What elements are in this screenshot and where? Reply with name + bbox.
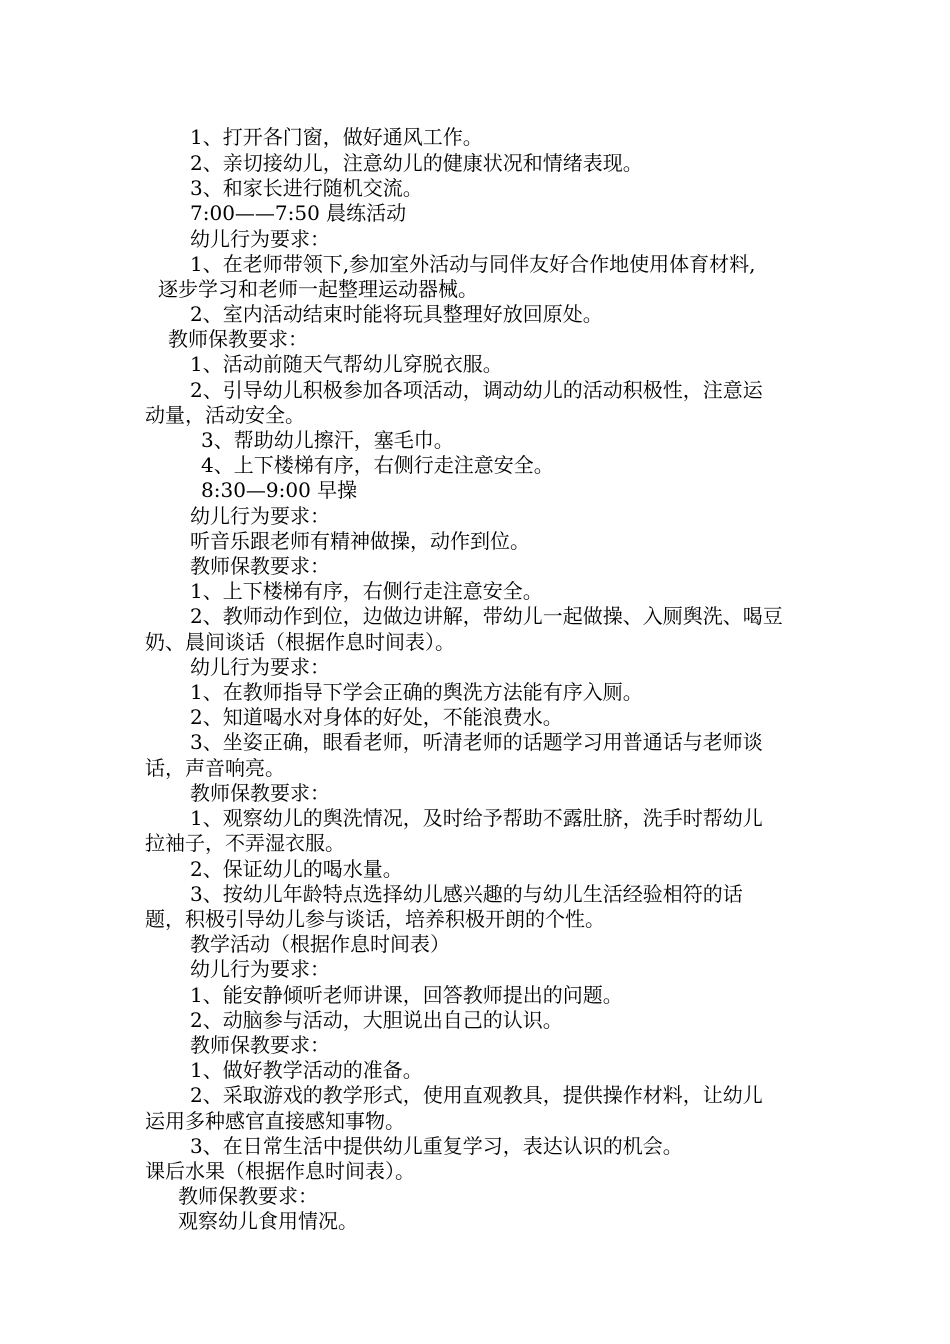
text-line: 教学活动（根据作息时间表） xyxy=(190,932,450,956)
text-line: 拉袖子，不弄湿衣服。 xyxy=(145,831,345,855)
text-line: 2、保证幼儿的喝水量。 xyxy=(190,857,403,881)
text-line: 4、上下楼梯有序，右侧行走注意安全。 xyxy=(201,453,554,477)
text-line: 教师保教要求： xyxy=(190,1033,330,1057)
text-line: 1、做好教学活动的准备。 xyxy=(190,1058,423,1082)
text-line: 听音乐跟老师有精神做操，动作到位。 xyxy=(190,529,530,553)
text-line: 教师保教要求： xyxy=(190,781,330,805)
text-line: 1、在教师指导下学会正确的舆洗方法能有序入厕。 xyxy=(190,680,643,704)
text-line: 8:30—9:00 早操 xyxy=(201,478,358,502)
text-line: 幼儿行为要求： xyxy=(190,504,330,528)
text-line: 观察幼儿食用情况。 xyxy=(178,1209,358,1233)
text-line: 1、能安静倾听老师讲课，回答教师提出的问题。 xyxy=(190,983,623,1007)
text-line: 幼儿行为要求： xyxy=(190,655,330,679)
text-line: 运用多种感官直接感知事物。 xyxy=(145,1109,405,1133)
text-line: 1、上下楼梯有序，右侧行走注意安全。 xyxy=(190,579,543,603)
text-line: 2、动脑参与活动，大胆说出自己的认识。 xyxy=(190,1008,563,1032)
text-line: 2、室内活动结束时能将玩具整理好放回原处。 xyxy=(190,302,603,326)
text-line: 幼儿行为要求： xyxy=(190,227,330,251)
text-line: 动量，活动安全。 xyxy=(145,403,305,427)
text-line: 教师保教要求： xyxy=(190,554,330,578)
text-line: 7:00——7:50 晨练活动 xyxy=(190,201,407,225)
text-line: 奶、晨间谈话（根据作息时间表）。 xyxy=(145,630,455,654)
text-line: 2、引导幼儿积极参加各项活动，调动幼儿的活动积极性，注意运 xyxy=(190,378,763,402)
text-line: 1、在老师带领下,参加室外活动与同伴友好合作地使用体育材料, xyxy=(190,252,756,276)
text-line: 1、活动前随天气帮幼儿穿脱衣服。 xyxy=(190,352,503,376)
text-line: 3、和家长进行随机交流。 xyxy=(190,176,423,200)
text-line: 教师保教要求： xyxy=(178,1184,318,1208)
text-line: 教师保教要求： xyxy=(168,327,308,351)
text-line: 2、教师动作到位，边做边讲解，带幼儿一起做操、入厕舆洗、喝豆 xyxy=(190,604,783,628)
text-line: 2、知道喝水对身体的好处，不能浪费水。 xyxy=(190,705,563,729)
text-line: 逐步学习和老师一起整理运动器械。 xyxy=(158,277,478,301)
text-line: 话，声音响亮。 xyxy=(145,756,285,780)
text-line: 3、坐姿正确，眼看老师，听清老师的话题学习用普通话与老师谈 xyxy=(190,730,763,754)
text-line: 幼儿行为要求： xyxy=(190,957,330,981)
text-line: 2、亲切接幼儿，注意幼儿的健康状况和情绪表现。 xyxy=(190,151,643,175)
text-line: 题，积极引导幼儿参与谈话，培养积极开朗的个性。 xyxy=(145,907,605,931)
text-line: 1、打开各门窗，做好通风工作。 xyxy=(190,125,483,149)
text-line: 3、帮助幼儿擦汗，塞毛巾。 xyxy=(201,428,454,452)
text-line: 3、在日常生活中提供幼儿重复学习，表达认识的机会。 xyxy=(190,1134,683,1158)
text-line: 2、采取游戏的教学形式，使用直观教具，提供操作材料，让幼儿 xyxy=(190,1083,763,1107)
text-line: 3、按幼儿年龄特点选择幼儿感兴趣的与幼儿生活经验相符的话 xyxy=(190,882,743,906)
text-line: 1、观察幼儿的舆洗情况，及时给予帮助不露肚脐，洗手时帮幼儿 xyxy=(190,806,763,830)
text-line: 课后水果（根据作息时间表）。 xyxy=(145,1159,415,1183)
